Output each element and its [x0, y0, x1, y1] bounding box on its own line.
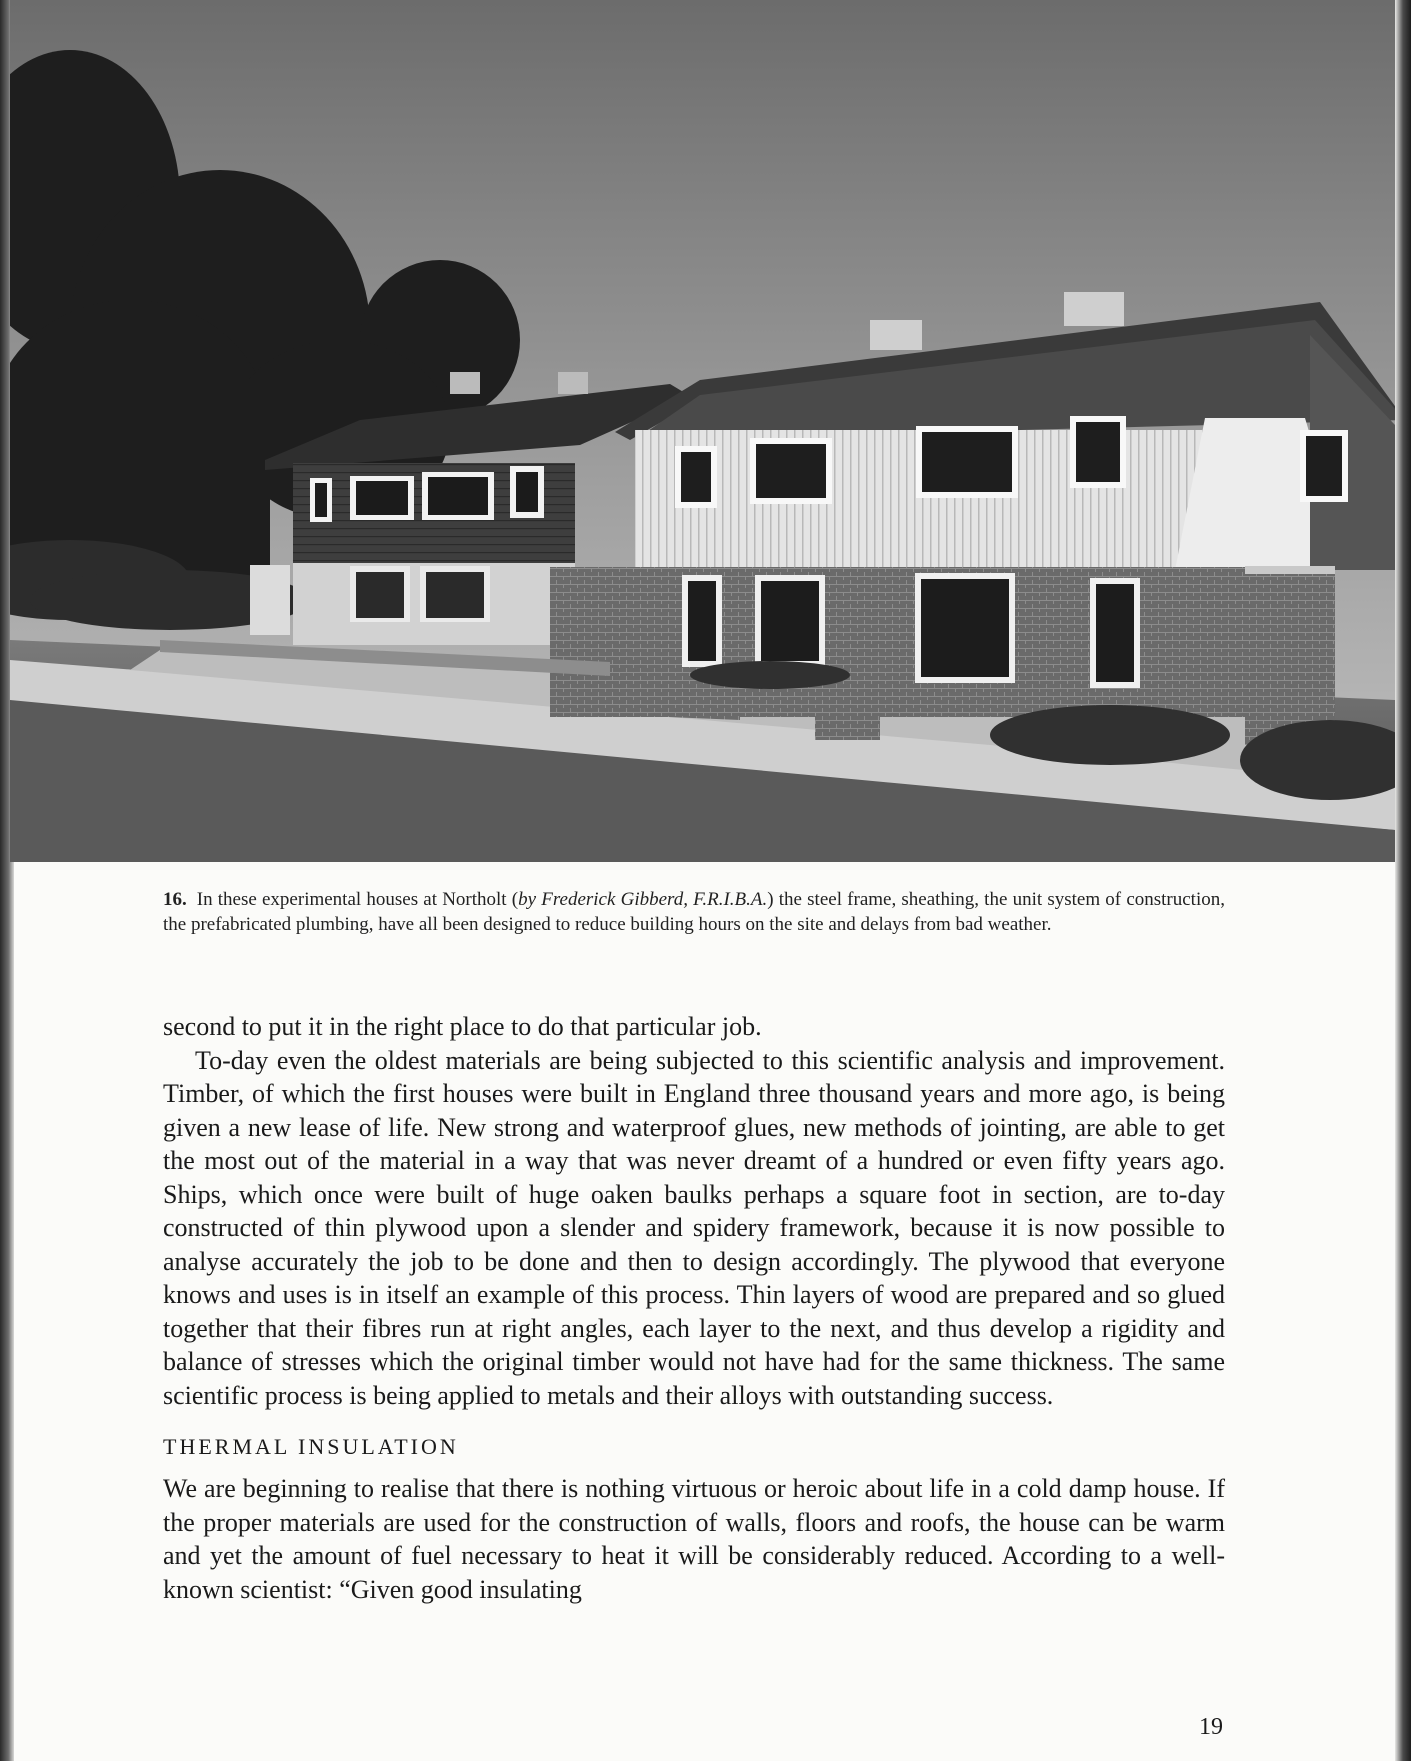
caption-text-end: ) the steel frame, sheathing, the unit system of construction, the prefabricated plumbing, have all been designed to reduce building hours on the site and delays from bad weather.: [163, 889, 1225, 935]
paragraph-1: second to put it in the right place to do that particular job.: [163, 1012, 762, 1041]
caption-credit: by Frederick Gibberd, F.R.I.B.A.: [518, 889, 768, 910]
paragraph-2: To-day even the oldest materials are being subjected to this scientific analysis and improvement. Timber, of which the first houses were built in England three thousand years and more ago, is being given a new lease of life. New strong and waterproof glues, new methods of jointing, are able to get the most out of the material in a way that was never dreamt of a hundred or even fifty years ago. Ships, which once were built of huge oaken baulks perhaps a square foot in section, are to-day constructed of thin plywood upon a slender and spidery framework, because it is now possible to analyse accurately the job to be done and then to design accordingly. The plywood that everyone knows and uses is in itself an example of this process. Thin layers of wood are prepared and so glued together that their fibres run at right angles, each layer to the next, and thus develop a rigidity and balance of stresses which the original timber would not have had for the same thickness. The same scientific process is being applied to metals and their alloys with outstanding success.: [163, 1045, 1225, 1410]
photograph-illustration: [10, 0, 1395, 862]
page-number: 19: [1199, 1714, 1223, 1740]
page-right-edge: [1395, 0, 1411, 1761]
figure-number: 16.: [163, 889, 187, 910]
figure-caption: [163, 887, 1225, 937]
section-heading: THERMAL INSULATION: [163, 1434, 459, 1459]
body-text: [163, 1010, 1225, 1606]
paragraph-3: We are beginning to realise that there is nothing virtuous or heroic about life in a cold damp house. If the proper materials are used for the construction of walls, floors and roofs, the house can be warm and yet the amount of fuel necessary to heat it will be considerably reduced. According to a well-known scientist: “Given good insulating: [163, 1474, 1225, 1604]
photograph-houses: [10, 0, 1395, 862]
caption-text-start: In these experimental houses at Northolt (: [196, 889, 519, 910]
